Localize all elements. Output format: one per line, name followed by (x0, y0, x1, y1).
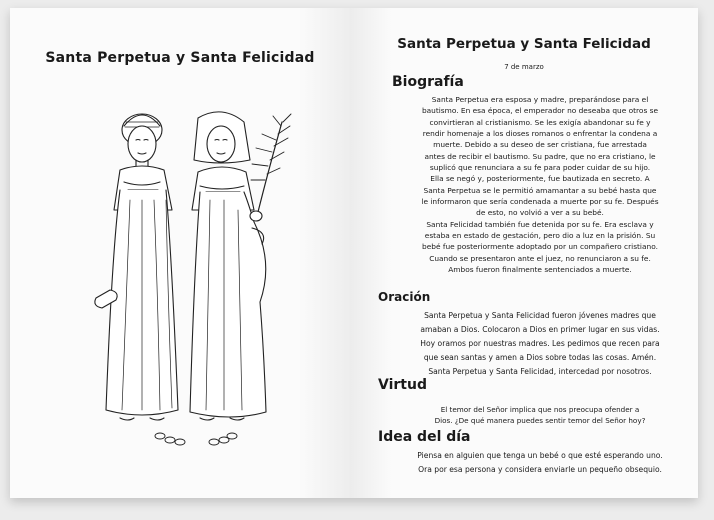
biografia-heading: Biografía (392, 74, 464, 90)
left-page-title: Santa Perpetua y Santa Felicidad (45, 50, 315, 66)
text-line: Ora por esa persona y considera enviarle un pequeño obsequio. (418, 465, 662, 474)
virtud-text (394, 404, 686, 426)
saints-illustration (80, 100, 300, 460)
text-line: amaban a Dios. Colocaron a Dios en primer lugar en sus vidas. (420, 325, 660, 334)
text-line: Dios. ¿De qué manera puedes sentir temor del Señor hoy? (434, 416, 646, 425)
idea-heading: Idea del día (378, 429, 471, 445)
text-line: de esto, no volvió a ver a su bebé. (476, 208, 604, 218)
left-page (10, 8, 351, 498)
biografia-text (394, 94, 686, 276)
text-line: Santa Perpetua se le permitió amamantar a su bebé hasta que (423, 185, 657, 195)
idea-text (390, 449, 690, 477)
text-line: suplicó que renunciara a su fe para poder cuidar de su hijo. (429, 163, 651, 173)
text-line: muerte. Debido a su deseo de ser cristiana, fue arrestada (433, 140, 647, 150)
broken-chains (155, 433, 237, 445)
booklet-spread (10, 8, 698, 498)
text-line: Cuando se presentaron ante el juez, no renunciaron a su fe. (429, 253, 651, 263)
text-line: Hoy oramos por nuestras madres. Les pedimos que recen para (420, 339, 660, 348)
text-line: Ella se negó y, posteriormente, fue bautizada en secreto. A (430, 174, 650, 184)
text-line: le informaron que sería condenada a muerte por su fe. Después (421, 197, 659, 207)
saint-felicity-figure (190, 112, 291, 420)
text-line: estaba en estado de gestación, pero dio a luz en la prisión. Su (424, 231, 656, 241)
text-line: convirtieran al cristianismo. Se les exigía abandonar su fe y (429, 117, 651, 127)
text-line: Santa Perpetua y Santa Felicidad fueron jóvenes madres que (424, 311, 656, 320)
text-line: bautismo. En esa época, el emperador no deseaba que otros se (421, 106, 659, 116)
text-line: Santa Perpetua y Santa Felicidad, intercedad por nosotros. (428, 367, 652, 376)
virtud-heading: Virtud (378, 377, 427, 393)
text-line: rendir homenaje a los dioses romanos o enfrentar la condena a (422, 129, 658, 139)
oracion-text (390, 309, 690, 379)
text-line: Santa Felicidad también fue detenida por su fe. Era esclava y (426, 219, 654, 229)
text-line: Ambos fueron finalmente sentenciados a muerte. (448, 265, 632, 275)
text-line: que sean santas y amen a Dios sobre todas las cosas. Amén. (423, 353, 657, 362)
text-line: Santa Perpetua era esposa y madre, preparándose para el (431, 95, 649, 104)
saint-perpetua-figure (95, 114, 178, 420)
text-line: antes de recibir el bautismo. Su padre, que no era cristiano, le (424, 151, 656, 161)
oracion-heading: Oración (378, 290, 431, 304)
right-page (350, 8, 698, 498)
right-page-title: Santa Perpetua y Santa Felicidad (397, 36, 651, 52)
text-line: bebé fue posteriormente adoptado por un compañero cristiano. (422, 242, 658, 252)
text-line: Piensa en alguien que tenga un bebé o que esté esperando uno. (417, 451, 663, 460)
feast-date: 7 de marzo (504, 63, 544, 71)
text-line: El temor del Señor implica que nos preocupa ofender a (440, 405, 640, 414)
